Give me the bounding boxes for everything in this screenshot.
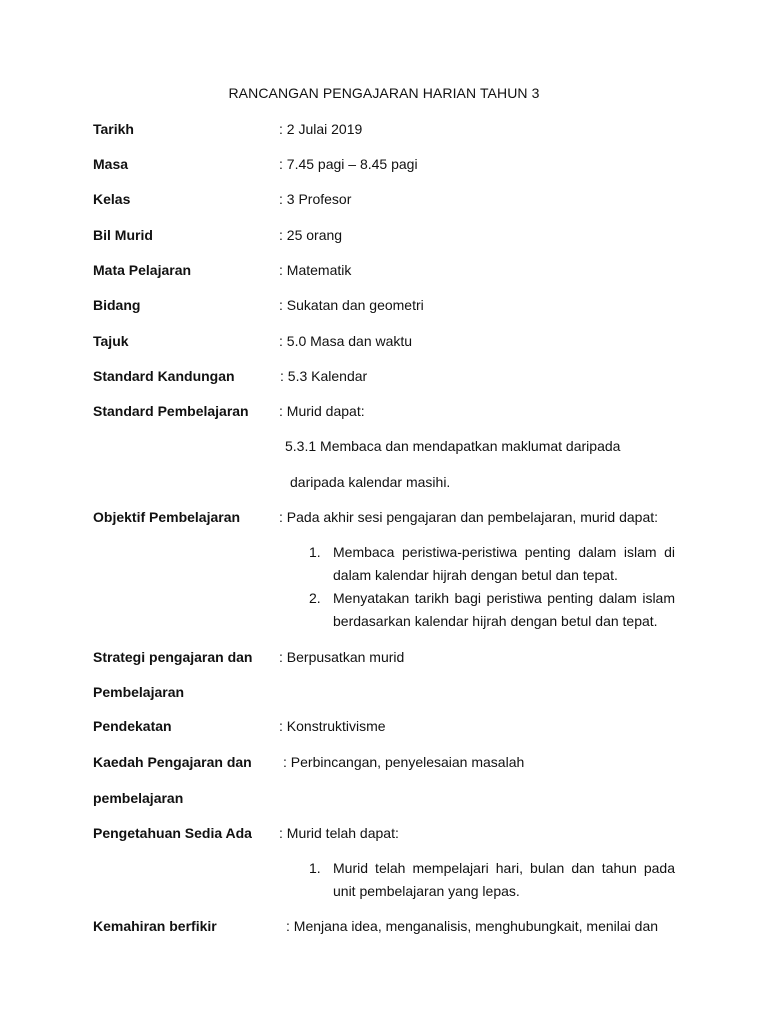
- value-kaedah: : Perbincangan, penyelesaian masalah: [283, 754, 525, 770]
- objektif-item-1-line-1: Membaca peristiwa-peristiwa penting dalam islam di: [333, 544, 675, 560]
- label-kaedah-line-1: Kaedah Pengajaran dan: [93, 754, 252, 770]
- document-title: RANCANGAN PENGAJARAN HARIAN TAHUN 3: [228, 85, 540, 101]
- value-tajuk: : 5.0 Masa dan waktu: [279, 333, 413, 349]
- label-standard-kandungan: Standard Kandungan: [93, 368, 235, 384]
- label-kemahiran: Kemahiran berfikir: [93, 918, 217, 934]
- label-tarikh: Tarikh: [93, 121, 134, 137]
- pengetahuan-item-1-number: 1.: [309, 860, 321, 876]
- label-pengetahuan: Pengetahuan Sedia Ada: [93, 825, 252, 841]
- label-bidang: Bidang: [93, 297, 141, 313]
- label-pendekatan: Pendekatan: [93, 718, 172, 734]
- value-bil-murid: : 25 orang: [279, 227, 343, 243]
- pengetahuan-item-1-line-2: unit pembelajaran yang lepas.: [333, 883, 520, 899]
- label-bil-murid: Bil Murid: [93, 227, 153, 243]
- label-strategi-line-2: Pembelajaran: [93, 684, 185, 700]
- label-tajuk: Tajuk: [93, 333, 129, 349]
- objektif-item-2-number: 2.: [309, 590, 321, 606]
- label-masa: Masa: [93, 156, 129, 172]
- value-objektif: : Pada akhir sesi pengajaran dan pembelajaran, murid dapat:: [279, 509, 659, 525]
- value-pengetahuan: : Murid telah dapat:: [279, 825, 399, 841]
- value-masa: : 7.45 pagi – 8.45 pagi: [279, 156, 418, 172]
- value-bidang: : Sukatan dan geometri: [279, 297, 424, 313]
- value-standard-kandungan: : 5.3 Kalendar: [280, 368, 368, 384]
- objektif-item-1-line-2: dalam kalendar hijrah dengan betul dan tepat.: [333, 567, 618, 583]
- label-mata-pelajaran: Mata Pelajaran: [93, 262, 192, 278]
- label-strategi-line-1: Strategi pengajaran dan: [93, 649, 253, 665]
- label-objektif: Objektif Pembelajaran: [93, 509, 241, 525]
- objektif-item-2-line-1: Menyatakan tarikh bagi peristiwa penting dalam islam: [333, 590, 675, 606]
- label-kelas: Kelas: [93, 191, 131, 207]
- value-standard-pembelajaran: : Murid dapat:: [279, 403, 365, 419]
- value-kelas: : 3 Profesor: [279, 191, 352, 207]
- standard-pembelajaran-line-1: 5.3.1 Membaca dan mendapatkan maklumat daripada: [285, 438, 621, 454]
- value-mata-pelajaran: : Matematik: [279, 262, 352, 278]
- objektif-item-1-number: 1.: [309, 544, 321, 560]
- label-kaedah-line-2: pembelajaran: [93, 790, 184, 806]
- objektif-item-2-line-2: berdasarkan kalendar hijrah dengan betul dan tepat.: [333, 613, 658, 629]
- label-standard-pembelajaran: Standard Pembelajaran: [93, 403, 249, 419]
- value-pendekatan: : Konstruktivisme: [279, 718, 386, 734]
- pengetahuan-item-1-line-1: Murid telah mempelajari hari, bulan dan tahun pada: [333, 860, 675, 876]
- value-tarikh: : 2 Julai 2019: [279, 121, 363, 137]
- value-strategi: : Berpusatkan murid: [279, 649, 405, 665]
- value-kemahiran: : Menjana idea, menganalisis, menghubungkait, menilai dan: [286, 918, 659, 934]
- standard-pembelajaran-line-2: daripada kalendar masihi.: [290, 474, 451, 490]
